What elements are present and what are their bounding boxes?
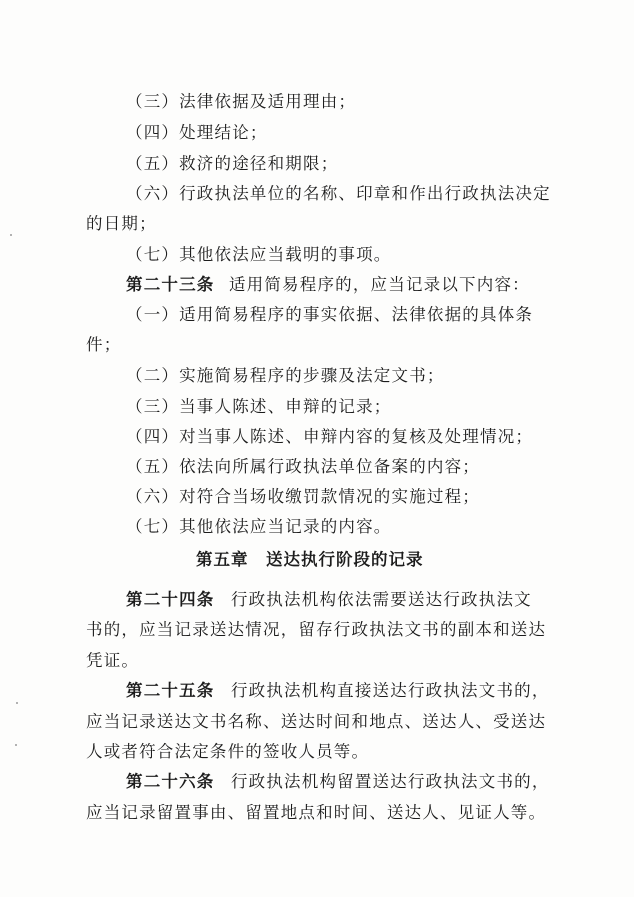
article-paragraph [126,681,550,701]
article-label: 第二十四条 [126,590,215,609]
article-continuation: 应当记录留置事由、留置地点和时间、送达人、见证人等。 [86,803,547,822]
list-item: （五）依法向所属行政执法单位备案的内容； [126,457,480,476]
list-item-continuation: 的日期； [86,214,157,233]
list-item: （七）其他依法应当记录的内容。 [126,517,392,536]
list-item: （四）对当事人陈述、申辩内容的复核及处理情况； [126,427,534,446]
article-paragraph [126,275,530,295]
chapter-heading: 第五章 送达执行阶段的记录 [196,550,424,569]
article-text: 行政执法机构直接送达行政执法文书的， [230,681,550,700]
list-item: （四）处理结论； [126,123,268,142]
article-text: 行政执法机构留置送达行政执法文书的， [230,772,550,791]
article-continuation: 书的，应当记录送达情况，留存行政执法文书的副本和送达 [86,620,547,639]
article-text: 适用简易程序的，应当记录以下内容： [228,275,530,294]
article-continuation: 人或者符合法定条件的签收人员等。 [86,742,370,761]
article-continuation: 凭证。 [86,651,140,670]
article-label: 第二十六条 [126,772,215,791]
scan-speck [15,744,17,746]
article-label: 第二十三条 [126,275,215,294]
list-item: （二）实施简易程序的步骤及法定文书； [126,366,445,385]
list-item-continuation: 件； [86,335,122,354]
article-text: 行政执法机构依法需要送达行政执法文 [230,590,532,609]
list-item: （五）救济的途径和期限； [126,154,339,173]
list-item: （六）对符合当场收缴罚款情况的实施过程； [126,487,480,506]
list-item: （一）适用简易程序的事实依据、法律依据的具体条 [126,305,534,324]
list-item: （六）行政执法单位的名称、印章和作出行政执法决定 [126,184,551,203]
article-label: 第二十五条 [126,681,215,700]
article-continuation: 应当记录送达文书名称、送达时间和地点、送达人、受送达 [86,712,547,731]
article-paragraph [126,590,532,610]
article-paragraph [126,772,550,792]
list-item: （三）当事人陈述、申辩的记录； [126,397,392,416]
list-item: （三）法律依据及适用理由； [126,92,357,111]
scan-speck [16,702,18,704]
list-item: （七）其他依法应当载明的事项。 [126,245,392,264]
scan-speck [10,234,12,236]
